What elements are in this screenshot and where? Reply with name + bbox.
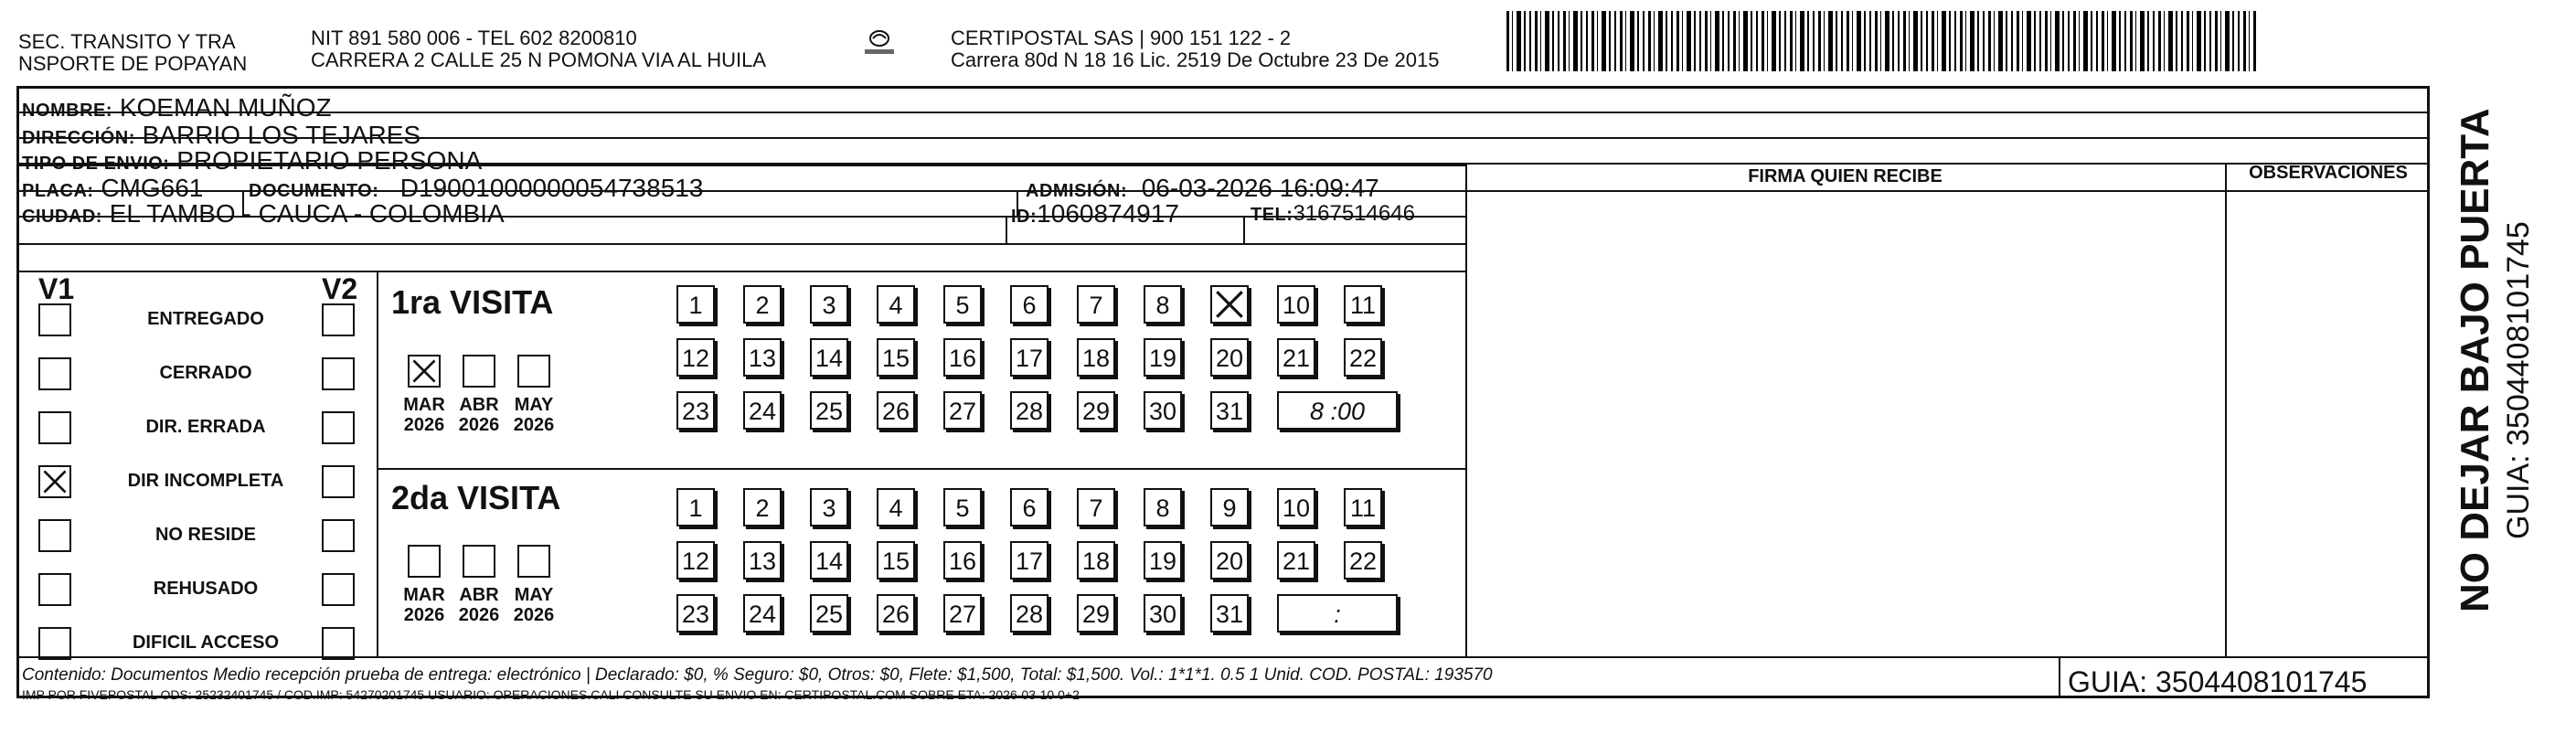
day-box[interactable]: 4 <box>877 488 915 526</box>
day-box[interactable]: 13 <box>743 338 782 377</box>
certipostal-logo <box>859 27 899 58</box>
day-box[interactable]: 15 <box>877 338 915 377</box>
day-box[interactable]: 29 <box>1077 391 1115 430</box>
day-box[interactable]: 22 <box>1344 541 1382 580</box>
day-box[interactable]: 25 <box>810 391 848 430</box>
v2-checkbox[interactable] <box>322 465 355 498</box>
v1-checkbox[interactable] <box>38 519 71 552</box>
day-box[interactable]: 24 <box>743 594 782 633</box>
day-box[interactable]: 27 <box>943 594 982 633</box>
day-box[interactable]: 22 <box>1344 338 1382 377</box>
side-no-dejar: NO DEJAR BAJO PUERTA <box>2453 110 2497 612</box>
v1-checkbox[interactable] <box>38 573 71 606</box>
day-box[interactable]: 20 <box>1210 338 1249 377</box>
day-box[interactable]: 30 <box>1144 391 1182 430</box>
day-box[interactable]: 14 <box>810 541 848 580</box>
day-box[interactable]: 15 <box>877 541 915 580</box>
day-box[interactable]: 12 <box>676 338 715 377</box>
day-box[interactable]: 25 <box>810 594 848 633</box>
day-box[interactable]: 5 <box>943 488 982 526</box>
v2-checkbox[interactable] <box>322 303 355 336</box>
day-box[interactable]: 23 <box>676 594 715 633</box>
day-box[interactable]: 27 <box>943 391 982 430</box>
sender-name: SEC. TRANSITO Y TRA NSPORTE DE POPAYAN <box>18 30 248 75</box>
day-box[interactable]: 8 <box>1144 285 1182 324</box>
barcode <box>1506 11 2256 71</box>
v2-checkbox[interactable] <box>322 627 355 660</box>
day-box[interactable]: 4 <box>877 285 915 324</box>
month-label: MAR 2026 <box>403 585 445 625</box>
footer-guia: GUIA: 3504408101745 <box>2068 665 2368 698</box>
sender-nit-address: NIT 891 580 006 - TEL 602 8200810 CARRERA 2 CALLE 25 N POMONA VIA AL HUILA <box>311 27 767 71</box>
col-observaciones: OBSERVACIONES <box>2249 163 2408 183</box>
v2-checkbox[interactable] <box>322 573 355 606</box>
day-box[interactable]: 6 <box>1010 488 1048 526</box>
day-box[interactable]: 16 <box>943 541 982 580</box>
month-checkbox[interactable] <box>517 355 550 388</box>
day-box[interactable]: 12 <box>676 541 715 580</box>
time-box[interactable]: : <box>1277 594 1398 633</box>
day-box[interactable]: 26 <box>877 594 915 633</box>
day-box[interactable]: 2 <box>743 285 782 324</box>
v1-checkbox[interactable] <box>38 411 71 444</box>
status-label: DIR INCOMPLETA <box>127 471 284 491</box>
field-tel: TEL:3167514646 <box>1251 201 1415 226</box>
day-box[interactable]: 29 <box>1077 594 1115 633</box>
field-placa: PLACA: CMG661 <box>22 174 204 202</box>
day-box[interactable]: 1 <box>676 488 715 526</box>
v2-checkbox[interactable] <box>322 519 355 552</box>
field-id: ID:1060874917 <box>1011 199 1179 228</box>
day-box[interactable]: 1 <box>676 285 715 324</box>
v1-checkbox[interactable] <box>38 465 71 498</box>
time-box[interactable]: 8 :00 <box>1277 391 1398 430</box>
col-firma-quien-recibe: FIRMA QUIEN RECIBE <box>1748 166 1943 186</box>
side-guia: GUIA: 3504408101745 <box>2501 221 2536 539</box>
day-box[interactable]: 16 <box>943 338 982 377</box>
day-box[interactable]: 2 <box>743 488 782 526</box>
day-box[interactable]: 31 <box>1210 594 1249 633</box>
day-box[interactable]: 17 <box>1010 541 1048 580</box>
field-nombre: NOMBRE: KOEMAN MUÑOZ <box>22 93 332 122</box>
day-box[interactable]: 18 <box>1077 541 1115 580</box>
status-label: DIFICIL ACCESO <box>132 633 279 653</box>
footer-contenido: Contenido: Documentos Medio recepción prueba de entrega: electrónico | Declarado: $0, % Seguro: $0, Otros: $0, Flete: $1,500, Total: $1,500. Vol.: 1*1*1. 0.5 1 Unid. COD. POSTAL: 193570 <box>22 665 1493 685</box>
day-box[interactable]: 21 <box>1277 541 1315 580</box>
day-box[interactable]: 20 <box>1210 541 1249 580</box>
month-checkbox[interactable] <box>463 545 495 578</box>
month-label: ABR 2026 <box>458 585 500 625</box>
field-documento: DOCUMENTO: D19001000000054738513 <box>249 174 704 202</box>
v2-checkbox[interactable] <box>322 357 355 390</box>
day-box[interactable]: 9 <box>1210 488 1249 526</box>
month-checkbox[interactable] <box>463 355 495 388</box>
month-label: ABR 2026 <box>458 395 500 435</box>
courier-info: CERTIPOSTAL SAS | 900 151 122 - 2 Carrera 80d N 18 16 Lic. 2519 De Octubre 23 De 2015 <box>951 27 1440 71</box>
field-tipo-envio: TIPO DE ENVIO: PROPIETARIO PERSONA <box>22 146 483 175</box>
v2-header: V2 <box>322 272 358 305</box>
status-label: ENTREGADO <box>147 309 264 329</box>
v1-header: V1 <box>38 272 75 305</box>
day-box[interactable]: 7 <box>1077 285 1115 324</box>
day-box[interactable]: 10 <box>1277 285 1315 324</box>
v1-checkbox[interactable] <box>38 357 71 390</box>
day-box[interactable]: 6 <box>1010 285 1048 324</box>
day-box[interactable]: 3 <box>810 285 848 324</box>
field-admision: ADMISIÓN: 06-03-2026 16:09:47 <box>1026 174 1379 202</box>
day-box[interactable]: 11 <box>1344 285 1382 324</box>
v2-checkbox[interactable] <box>322 411 355 444</box>
day-box[interactable]: 31 <box>1210 391 1249 430</box>
day-box[interactable]: 5 <box>943 285 982 324</box>
day-box[interactable]: 21 <box>1277 338 1315 377</box>
day-box[interactable]: 8 <box>1144 488 1182 526</box>
v1-checkbox[interactable] <box>38 303 71 336</box>
day-box[interactable]: 3 <box>810 488 848 526</box>
day-box[interactable]: 19 <box>1144 338 1182 377</box>
day-box[interactable] <box>1210 285 1249 324</box>
day-box[interactable]: 7 <box>1077 488 1115 526</box>
field-ciudad: CIUDAD: EL TAMBO - CAUCA - COLOMBIA <box>22 199 505 228</box>
month-label: MAR 2026 <box>403 395 445 435</box>
day-box[interactable]: 28 <box>1010 391 1048 430</box>
field-direccion: DIRECCIÓN: BARRIO LOS TEJARES <box>22 121 421 149</box>
status-label: DIR. ERRADA <box>145 417 266 437</box>
side-warning <box>2432 110 2569 622</box>
day-box[interactable]: 28 <box>1010 594 1048 633</box>
month-checkbox[interactable] <box>408 355 441 388</box>
visit2-title: 2da VISITA <box>391 479 561 516</box>
day-box[interactable]: 30 <box>1144 594 1182 633</box>
day-box[interactable]: 26 <box>877 391 915 430</box>
day-box[interactable]: 24 <box>743 391 782 430</box>
day-box[interactable]: 11 <box>1344 488 1382 526</box>
v1-checkbox[interactable] <box>38 627 71 660</box>
month-label: MAY 2026 <box>513 585 555 625</box>
day-box[interactable]: 18 <box>1077 338 1115 377</box>
day-box[interactable]: 19 <box>1144 541 1182 580</box>
status-label: REHUSADO <box>153 579 259 599</box>
month-checkbox[interactable] <box>408 545 441 578</box>
visit1-title: 1ra VISITA <box>391 283 554 321</box>
day-box[interactable]: 14 <box>810 338 848 377</box>
status-label: CERRADO <box>159 363 252 383</box>
day-box[interactable]: 17 <box>1010 338 1048 377</box>
day-box[interactable]: 13 <box>743 541 782 580</box>
footer-imp: IMP POR FIVEPOSTAL ODS: 25232401745 / COD.IMP: 54270201745 USUARIO: OPERACIONES.CALI CONSULTE SU ENVIO EN: CERTIPOSTAL.COM SOBRE ETA: 2026-03-10 0+2 <box>22 687 1080 702</box>
day-box[interactable]: 10 <box>1277 488 1315 526</box>
month-label: MAY 2026 <box>513 395 555 435</box>
status-label: NO RESIDE <box>154 525 257 545</box>
month-checkbox[interactable] <box>517 545 550 578</box>
day-box[interactable]: 23 <box>676 391 715 430</box>
